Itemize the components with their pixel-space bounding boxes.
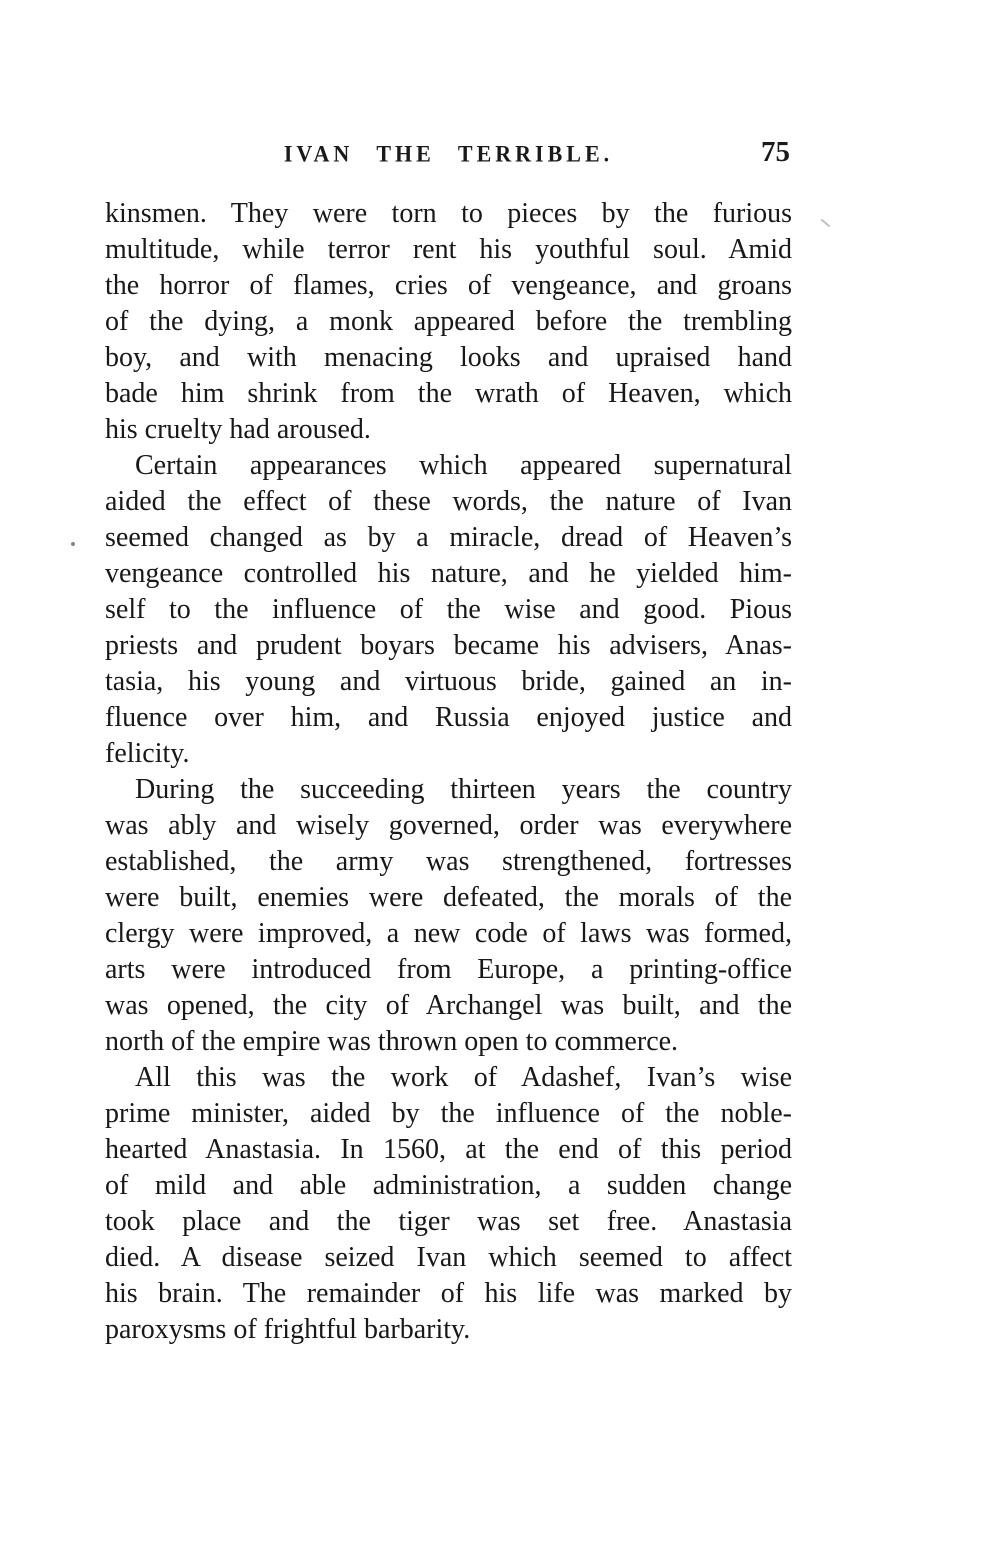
text-line: prime minister, aided by the influence of the noble- (105, 1098, 792, 1129)
text-line: During the succeeding thirteen years the country (135, 774, 792, 805)
text-line: was opened, the city of Archangel was built, and the (105, 990, 792, 1021)
text-line: arts were introduced from Europe, a printing-office (105, 954, 792, 985)
text-line: the horror of flames, cries of vengeance, and groans (105, 270, 792, 301)
paragraph (105, 196, 792, 448)
paragraph (105, 772, 792, 1060)
text-line: his brain. The remainder of his life was marked by (105, 1278, 792, 1309)
text-line: felicity. (105, 738, 190, 769)
text-line: north of the empire was thrown open to commerce. (105, 1026, 679, 1057)
text-line: seemed changed as by a miracle, dread of Heaven’s (105, 522, 792, 553)
text-line: self to the influence of the wise and good. Pious (105, 594, 792, 625)
text-line: paroxysms of frightful barbarity. (105, 1314, 471, 1345)
text-line: vengeance controlled his nature, and he yielded him- (105, 558, 792, 589)
text-line: Certain appearances which appeared supernatural (135, 450, 792, 481)
text-line: his cruelty had aroused. (105, 414, 371, 445)
text-line: hearted Anastasia. In 1560, at the end of this period (105, 1134, 792, 1165)
text-line: multitude, while terror rent his youthful soul. Amid (105, 234, 792, 265)
text-line: aided the effect of these words, the nature of Ivan (105, 486, 792, 517)
scan-speck-dot (71, 542, 75, 546)
text-line: All this was the work of Adashef, Ivan’s wise (135, 1062, 792, 1093)
text-line: of the dying, a monk appeared before the trembling (105, 306, 792, 337)
page-title: IVAN THE TERRIBLE. (283, 140, 614, 167)
text-line: bade him shrink from the wrath of Heaven, which (105, 378, 792, 409)
text-line: boy, and with menacing looks and upraised hand (105, 342, 792, 373)
text-line: was ably and wisely governed, order was everywhere (105, 810, 792, 841)
text-line: died. A disease seized Ivan which seemed to affect (105, 1242, 792, 1273)
text-line: tasia, his young and virtuous bride, gained an in- (105, 666, 792, 697)
page-number: 75 (761, 136, 790, 168)
text-line: established, the army was strengthened, fortresses (105, 846, 792, 877)
running-head (105, 136, 792, 175)
scan-speck-tick (821, 219, 831, 228)
body-text (105, 196, 792, 1348)
text-line: of mild and able administration, a sudden change (105, 1170, 792, 1201)
text-line: fluence over him, and Russia enjoyed justice and (105, 702, 792, 733)
text-line: clergy were improved, a new code of laws was formed, (105, 918, 792, 949)
text-line: took place and the tiger was set free. Anastasia (105, 1206, 792, 1237)
paragraph (105, 448, 792, 772)
text-line: were built, enemies were defeated, the morals of the (105, 882, 792, 913)
text-line: kinsmen. They were torn to pieces by the furious (105, 198, 792, 229)
paragraph (105, 1060, 792, 1348)
text-line: priests and prudent boyars became his advisers, Anas- (105, 630, 792, 661)
